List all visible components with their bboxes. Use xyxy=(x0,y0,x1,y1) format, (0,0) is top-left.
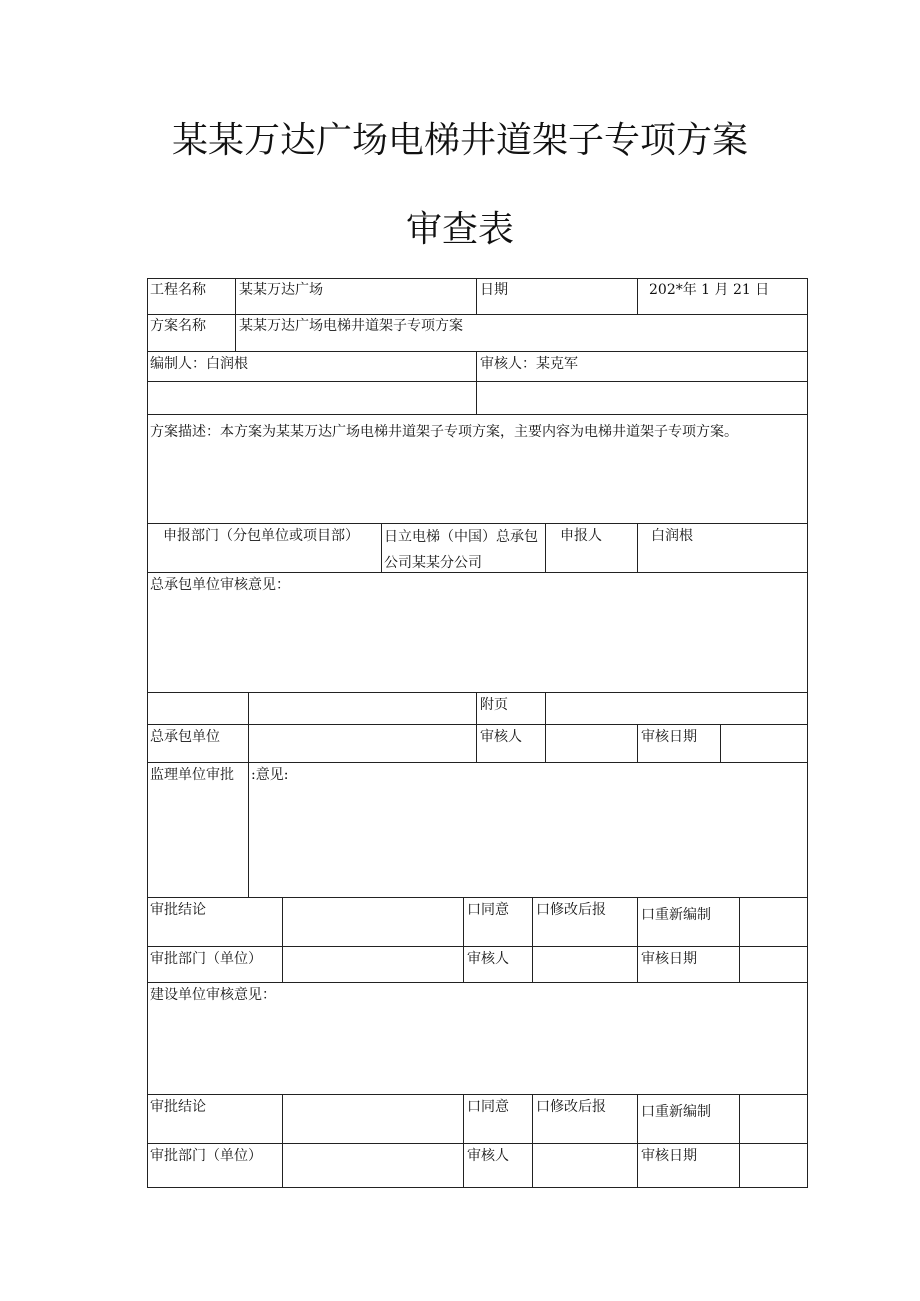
row-line xyxy=(147,1094,808,1095)
attachment-label: 附页 xyxy=(480,697,508,713)
sup-modify-option[interactable]: 口修改后报 xyxy=(536,902,606,918)
own-dept-label: 审批部门（单位） xyxy=(150,1148,262,1164)
own-date-label: 审核日期 xyxy=(641,1148,697,1164)
compiler-field: 编制人：白润根 xyxy=(150,356,248,372)
date-value: 202*年 1 月 21 日 xyxy=(649,282,770,298)
gc-opinion-label: 总承包单位审核意见： xyxy=(150,577,290,593)
sup-recompile-option[interactable]: 口重新编制 xyxy=(641,907,711,923)
col-line xyxy=(282,1094,283,1187)
gc-unit-label: 总承包单位 xyxy=(150,729,220,745)
plan-name-label: 方案名称 xyxy=(150,318,206,334)
plan-description: 方案描述：本方案为某某万达广场电梯井道架子专项方案，主要内容为电梯井道架子专项方案。 xyxy=(150,424,738,440)
col-line xyxy=(532,1094,533,1187)
col-line xyxy=(532,897,533,982)
col-line xyxy=(637,897,638,982)
submit-dept-label: 申报部门（分包单位或项目部） xyxy=(163,528,359,544)
col-line xyxy=(476,692,477,762)
row-line xyxy=(147,351,808,352)
row-line xyxy=(147,897,808,898)
row-line xyxy=(147,1143,808,1144)
table-border-bottom xyxy=(147,1187,808,1188)
supervision-label: 监理单位审批 xyxy=(150,767,234,783)
doc-title: 某某万达广场电梯井道架子专项方案 xyxy=(171,120,748,161)
submit-dept-value: 日立电梯（中国）总承包公司某某分公司 xyxy=(384,529,538,571)
row-line xyxy=(147,381,808,382)
owner-opinion-label: 建设单位审核意见： xyxy=(150,987,276,1003)
col-line xyxy=(545,692,546,762)
col-line xyxy=(545,523,546,572)
sup-agree-option[interactable]: 口同意 xyxy=(467,902,509,918)
submitter-value: 白润根 xyxy=(651,528,693,544)
col-line xyxy=(637,724,638,762)
gc-review-date-label: 审核日期 xyxy=(641,729,697,745)
col-line xyxy=(235,278,236,351)
own-conclusion-label: 审批结论 xyxy=(150,1099,206,1115)
col-line xyxy=(463,1094,464,1187)
col-line xyxy=(476,351,477,414)
row-line xyxy=(147,314,808,315)
sup-reviewer-label: 审核人 xyxy=(467,951,509,967)
col-line xyxy=(637,278,638,314)
project-name-label: 工程名称 xyxy=(150,282,206,298)
sup-conclusion-label: 审批结论 xyxy=(150,902,206,918)
row-line xyxy=(147,692,808,693)
col-line xyxy=(739,897,740,982)
col-line xyxy=(739,1094,740,1187)
row-line xyxy=(147,946,808,947)
col-line xyxy=(248,762,249,897)
date-label: 日期 xyxy=(480,282,508,298)
row-line xyxy=(147,762,808,763)
col-line xyxy=(463,897,464,982)
sup-date-label: 审核日期 xyxy=(641,951,697,967)
gc-reviewer-label: 审核人 xyxy=(480,729,522,745)
table-border-top xyxy=(147,278,808,279)
col-line xyxy=(282,897,283,982)
project-name-value: 某某万达广场 xyxy=(239,282,323,298)
col-line xyxy=(248,692,249,762)
row-line xyxy=(147,982,808,983)
own-modify-option[interactable]: 口修改后报 xyxy=(536,1099,606,1115)
own-agree-option[interactable]: 口同意 xyxy=(467,1099,509,1115)
row-line xyxy=(147,724,808,725)
own-reviewer-label: 审核人 xyxy=(467,1148,509,1164)
plan-name-value: 某某万达广场电梯井道架子专项方案 xyxy=(239,318,463,334)
doc-subtitle: 审查表 xyxy=(405,209,514,250)
own-recompile-option[interactable]: 口重新编制 xyxy=(641,1104,711,1120)
col-line xyxy=(637,1094,638,1187)
col-line xyxy=(720,724,721,762)
submitter-label: 申报人 xyxy=(560,528,602,544)
col-line xyxy=(637,523,638,572)
col-line xyxy=(476,278,477,314)
col-line xyxy=(381,523,382,572)
sup-dept-label: 审批部门（单位） xyxy=(150,951,262,967)
supervision-opinion-label: :意见: xyxy=(251,767,289,783)
reviewer-field: 审核人：某克军 xyxy=(480,356,578,372)
row-line xyxy=(147,414,808,415)
